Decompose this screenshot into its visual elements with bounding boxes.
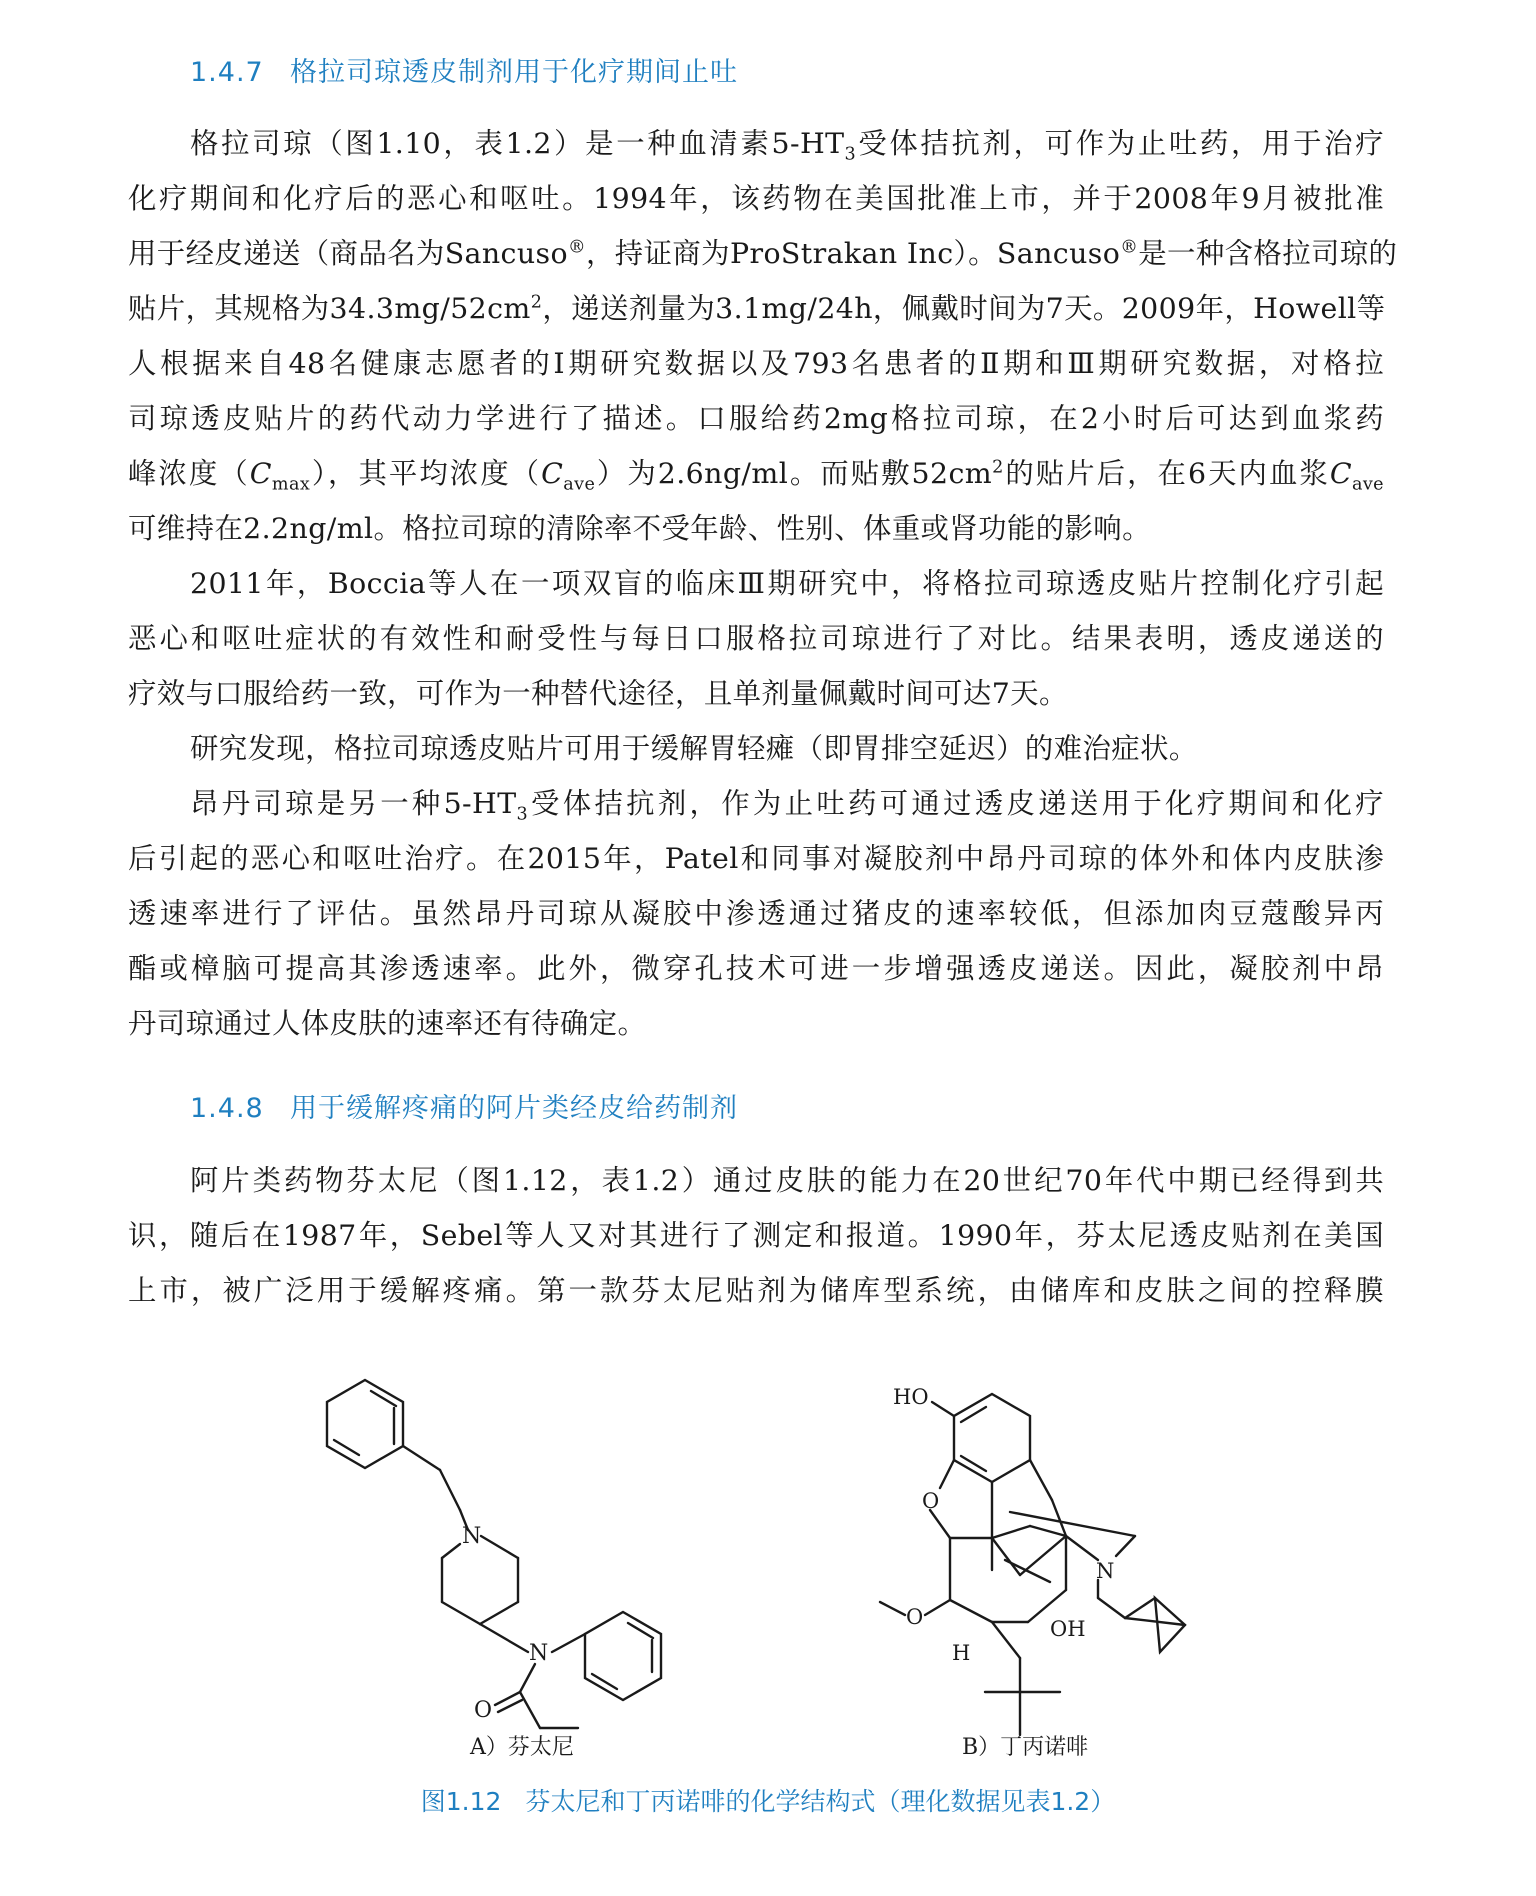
section-number: 1.4.8 xyxy=(190,1093,264,1124)
atom-label-o: O xyxy=(922,1489,940,1513)
text-line: 2011年，Boccia等人在一项双盲的临床Ⅲ期研究中，将格拉司琼透皮贴片控制化疗引起 xyxy=(190,567,1384,600)
paragraph-boccia-study xyxy=(128,556,1384,721)
body-text-1-4-8 xyxy=(128,1153,1384,1318)
section-number: 1.4.7 xyxy=(190,57,264,88)
atom-label-oh: OH xyxy=(1050,1617,1086,1641)
chemical-structures xyxy=(0,1360,1536,1830)
phenyl-ring-right xyxy=(585,1612,661,1700)
atom-label-n: N xyxy=(462,1524,482,1549)
text-line: 疗效与口服给药一致，可作为一种替代途径，且单剂量佩戴时间可达7天。 xyxy=(128,677,1068,710)
fentanyl-structure xyxy=(327,1380,661,1728)
figure-subcaption-b: B）丁丙诺啡 xyxy=(962,1735,1089,1760)
section-title: 格拉司琼透皮制剂用于化疗期间止吐 xyxy=(290,57,738,88)
text-line: 可维持在2.2ng/ml。格拉司琼的清除率不受年龄、性别、体重或肾功能的影响。 xyxy=(128,512,1151,545)
text-line: 透速率进行了评估。虽然昂丹司琼从凝胶中渗透通过猪皮的速率较低，但添加肉豆蔻酸异丙 xyxy=(128,897,1384,930)
body-text-1-4-7 xyxy=(128,116,1398,1051)
paragraph-fentanyl xyxy=(128,1153,1384,1318)
atom-label-o: O xyxy=(474,1698,493,1723)
paragraph-gastroparesis xyxy=(128,721,1384,776)
aromatic-ring xyxy=(954,1394,1030,1482)
text-line: 阿片类药物芬太尼（图1.12，表1.2）通过皮肤的能力在20世纪70年代中期已经得到共 xyxy=(190,1164,1384,1197)
text-line: 丹司琼通过人体皮肤的速率还有待确定。 xyxy=(128,1007,647,1040)
section-heading-1-4-7 xyxy=(190,50,738,89)
section-heading-1-4-8 xyxy=(190,1086,738,1125)
section-title: 用于缓解疼痛的阿片类经皮给药制剂 xyxy=(290,1093,738,1124)
figure-caption-text: 芬太尼和丁丙诺啡的化学结构式（理化数据见表1.2） xyxy=(525,1787,1116,1816)
text-line: 贴片，其规格为$34.3mg/52cm^2$，递送剂量为3.1mg/24h，佩戴时间为7天。2009年，Howell等 xyxy=(128,292,1386,325)
text-line: 后引起的恶心和呕吐治疗。在2015年，Patel和同事对凝胶剂中昂丹司琼的体外和体内皮肤渗 xyxy=(128,842,1384,875)
figure-subcaption-a: A）芬太尼 xyxy=(470,1735,574,1760)
text-line: 司琼透皮贴片的药代动力学进行了描述。口服给药2mg格拉司琼，在2小时后可达到血浆药 xyxy=(128,402,1384,435)
text-line: 人根据来自48名健康志愿者的Ⅰ期研究数据以及793名患者的Ⅱ期和Ⅲ期研究数据，对格拉 xyxy=(128,347,1384,380)
atom-label-n: N xyxy=(1096,1559,1115,1583)
text-line: 昂丹司琼是另一种$5-HT_3$受体拮抗剂，作为止吐药可通过透皮递送用于化疗期间和化疗 xyxy=(190,787,1384,825)
text-line: 用于经皮递送（商品名为Sancuso®，持证商为ProStrakan Inc）。Sancuso®是一种含格拉司琼的 xyxy=(128,237,1398,270)
text-line: 格拉司琼（图1.10，表1.2）是一种血清素$5-HT_3$受体拮抗剂，可作为止吐药，用于治疗 xyxy=(190,127,1384,165)
paragraph-granisetron-intro xyxy=(128,116,1398,556)
paragraph-ondansetron xyxy=(128,776,1384,1051)
text-line: 峰浓度$(C_{max})$，其平均浓度$(C_{ave})$为2.6ng/ml。而贴敷$52cm^2$的贴片后，在6天内血浆$C_{ave}$ xyxy=(128,457,1384,495)
atom-label-ho: HO xyxy=(893,1385,929,1409)
atom-label-h: H xyxy=(952,1641,971,1665)
figure-1-12 xyxy=(0,1360,1536,1830)
text-line: 化疗期间和化疗后的恶心和呕吐。1994年，该药物在美国批准上市，并于2008年9月被批准 xyxy=(128,182,1384,215)
atom-label-o: O xyxy=(906,1605,924,1629)
figure-caption xyxy=(0,1782,1536,1818)
figure-number: 图1.12 xyxy=(420,1787,502,1816)
text-line: 酯或樟脑可提高其渗透速率。此外，微穿孔技术可进一步增强透皮递送。因此，凝胶剂中昂 xyxy=(128,952,1384,985)
phenyl-ring-top xyxy=(327,1380,403,1468)
text-line: 恶心和呕吐症状的有效性和耐受性与每日口服格拉司琼进行了对比。结果表明，透皮递送的 xyxy=(128,622,1384,655)
text-line: 研究发现，格拉司琼透皮贴片可用于缓解胃轻瘫（即胃排空延迟）的难治症状。 xyxy=(190,732,1198,765)
text-line: 上市，被广泛用于缓解疼痛。第一款芬太尼贴剂为储库型系统，由储库和皮肤之间的控释膜 xyxy=(128,1274,1384,1307)
atom-label-n: N xyxy=(529,1641,549,1666)
buprenorphine-structure xyxy=(880,1394,1185,1735)
text-line: 识，随后在1987年，Sebel等人又对其进行了测定和报道。1990年，芬太尼透皮贴剂在美国 xyxy=(128,1219,1384,1252)
